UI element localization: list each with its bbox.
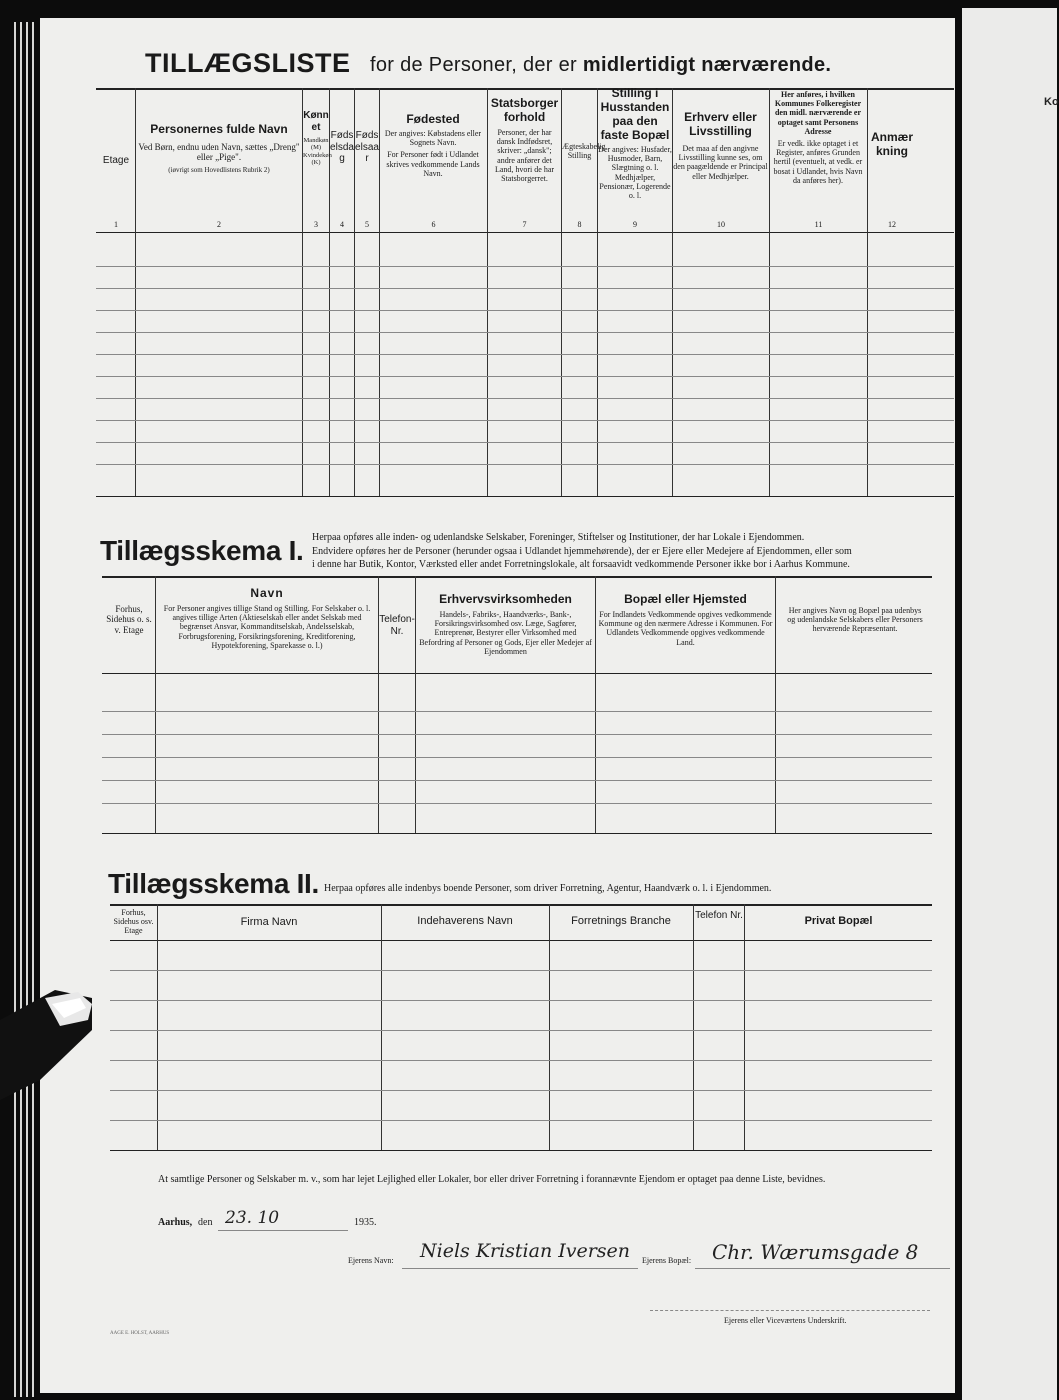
adjacent-page-fragment: Ko xyxy=(1044,96,1059,108)
adjacent-page xyxy=(962,8,1057,1400)
colnum-12: 12 xyxy=(888,220,896,229)
form-page xyxy=(40,18,955,1393)
colnum-6: 6 xyxy=(431,220,436,229)
place-label: Aarhus, xyxy=(158,1217,193,1228)
skema1-header-telefon: Telefon-Nr. xyxy=(379,614,415,637)
header-foedselsdag: Fødselsdag xyxy=(330,130,354,164)
colnum-9: 9 xyxy=(633,220,637,229)
skema1-header-navn: Navn For Personer angives tillige Stand og Stilling. For Selskaber o. l. angives tillige Arten (Aktieselskab eller andet Selskab med begrænset Ansvar, Kommanditselskab, Andelsselskab, Forbrugsforening, Forsikringsforening, Kreditforening, Hypotekforening, Sparekasse o. l.) xyxy=(163,586,371,650)
attestation-text: At samtlige Personer og Selskaber m. v., som har lejet Lejlighed eller Lokaler, bor eller driver Forretning i forannævnte Ejendom er optaget paa denne Liste, bevidnes. xyxy=(158,1174,826,1185)
binding-edge xyxy=(32,22,34,1397)
skema1-header-repraesentant: Her angives Navn og Bopæl paa udenbys og udenlandske Selskabers eller Personers herværende Repræsentant. xyxy=(787,606,923,634)
colnum-5: 5 xyxy=(365,220,369,229)
skema2-header-telefon: Telefon Nr. xyxy=(695,910,743,921)
skema2-header-firma: Firma Navn xyxy=(240,916,298,928)
binding-edge xyxy=(26,22,28,1397)
den-label: den xyxy=(198,1217,213,1228)
signature-caption: Ejerens eller Viceværtens Underskrift. xyxy=(724,1316,847,1325)
binding-edge xyxy=(20,22,22,1397)
header-foedested: Fødested Der angives: Købstadens eller Sognets Navn. For Personer født i Udlandet skrives vedkommende Lands Navn. xyxy=(384,112,482,178)
header-stilling-husstand: Stilling i Husstanden paa den faste Bopæl Der angives: Husfader, Husmoder, Barn, Slægtning o. l. Medhjælper, Pensionær, Logerende o. l. xyxy=(598,86,672,200)
owner-name-label: Ejerens Navn: xyxy=(348,1256,394,1265)
skema1-header-bopael: Bopæl eller Hjemsted For Indlandets Vedkommende opgives vedkommende Kommune og den nærmere Adresse i Kommunen. For Udlandets Vedkommende opgives vedkommende Land. xyxy=(598,592,773,647)
header-foedselsaar: Fødselsaar xyxy=(355,130,379,164)
header-aegteskabelig-stilling: Ægteskabelig Stilling xyxy=(562,142,606,161)
skema2-header-branche: Forretnings Branche xyxy=(571,915,671,927)
main-title: TILLÆGSLISTE xyxy=(145,48,351,78)
date-handwritten: 23. 10 xyxy=(225,1208,280,1228)
header-erhverv: Erhverv eller Livsstilling Det maa af den angivne Livsstilling kunne ses, om den paagældende er Principal eller Medhjælper. xyxy=(673,110,768,181)
owner-name-handwritten: Niels Kristian Iversen xyxy=(420,1240,631,1262)
header-statsborgerforhold: Statsborgerforhold Personer, der har dansk Indfødsret, skriver: „dansk"; andre anfører det Land, hvori de har Statsborgerret. xyxy=(490,96,559,183)
colnum-3: 3 xyxy=(314,220,318,229)
skema2-header-indehaver: Indehaverens Navn xyxy=(417,915,513,927)
skema1-header-erhverv: Erhvervsvirksomheden Handels-, Fabriks-, Haandværks-, Bank-, Forsikringsvirksomhed osv. Læge, Sagfører, Entreprenør, Bestyrer eller Virksomhed med Befordring af Personer og Gods, Ejer eller Medejer af Ejendommen xyxy=(419,592,592,656)
skema2-header-etage: Forhus, Sidehus osv. Etage xyxy=(113,908,154,936)
skema2-header-privat-bopael: Privat Bopæl xyxy=(804,915,873,927)
header-anmaerkning: Anmærkning xyxy=(870,130,913,158)
owner-address-handwritten: Chr. Wærumsgade 8 xyxy=(712,1240,919,1264)
header-navn: Personernes fulde Navn Ved Børn, endnu uden Navn, sættes „Dreng" eller „Pige". (iøvrigt som Hovedlistens Rubrik 2) xyxy=(138,122,300,174)
skema1-title: Tillægsskema I. xyxy=(100,535,304,566)
colnum-7: 7 xyxy=(522,220,527,229)
skema1-header-etage: Forhus, Sidehus o. s. v. Etage xyxy=(106,604,152,635)
colnum-8: 8 xyxy=(577,220,582,229)
colnum-10: 10 xyxy=(717,220,725,229)
colnum-2: 2 xyxy=(217,220,221,229)
binding-edge xyxy=(14,22,16,1397)
colnum-4: 4 xyxy=(340,220,344,229)
year-label: 1935. xyxy=(354,1217,377,1228)
header-etage: Etage xyxy=(102,155,130,166)
printer-mark: AAGE E. HOLST, AARHUS xyxy=(110,1331,170,1336)
skema2-description: Herpaa opføres alle indenbys boende Personer, som driver Forretning, Agentur, Haandværk o. l. i Ejendommen. xyxy=(324,883,772,894)
main-subtitle: for de Personer, der er midlertidigt nærværende. xyxy=(370,54,832,76)
owner-address-label: Ejerens Bopæl: xyxy=(642,1256,692,1265)
header-koennet: Kønnet Mandkøn (M) Kvindekøn (K) xyxy=(303,110,332,167)
colnum-1: 1 xyxy=(114,220,118,229)
skema1-description: Herpaa opføres alle inden- og udenlandske Selskaber, Foreninger, Stiftelser og Institutioner, der har Lokale i Ejendommen. Endvidere opføres her de Personer (herunder ogsaa i Udlandet hjemmehørende), der er Ejere eller Medejere af Ejendommen, eller som i denne har Butik, Kontor, Værksted eller andet Forretningslokale, alt forsaavidt vedkommende Personer ikke bor i Aarhus Kommune. xyxy=(312,532,852,570)
header-folkeregister: Her anføres, i hvilken Kommunes Folkeregister den midl. nærværende er optaget samt Personens Adresse Er vedk. ikke optaget i et Register, anføres Grunden hertil (eventuelt, at vedk. er bosat i Udlandet, hvis Navn da anføres her). xyxy=(773,90,863,185)
skema2-title: Tillægsskema II. xyxy=(108,868,320,899)
page-clip-image xyxy=(0,990,92,1100)
colnum-11: 11 xyxy=(814,220,823,229)
